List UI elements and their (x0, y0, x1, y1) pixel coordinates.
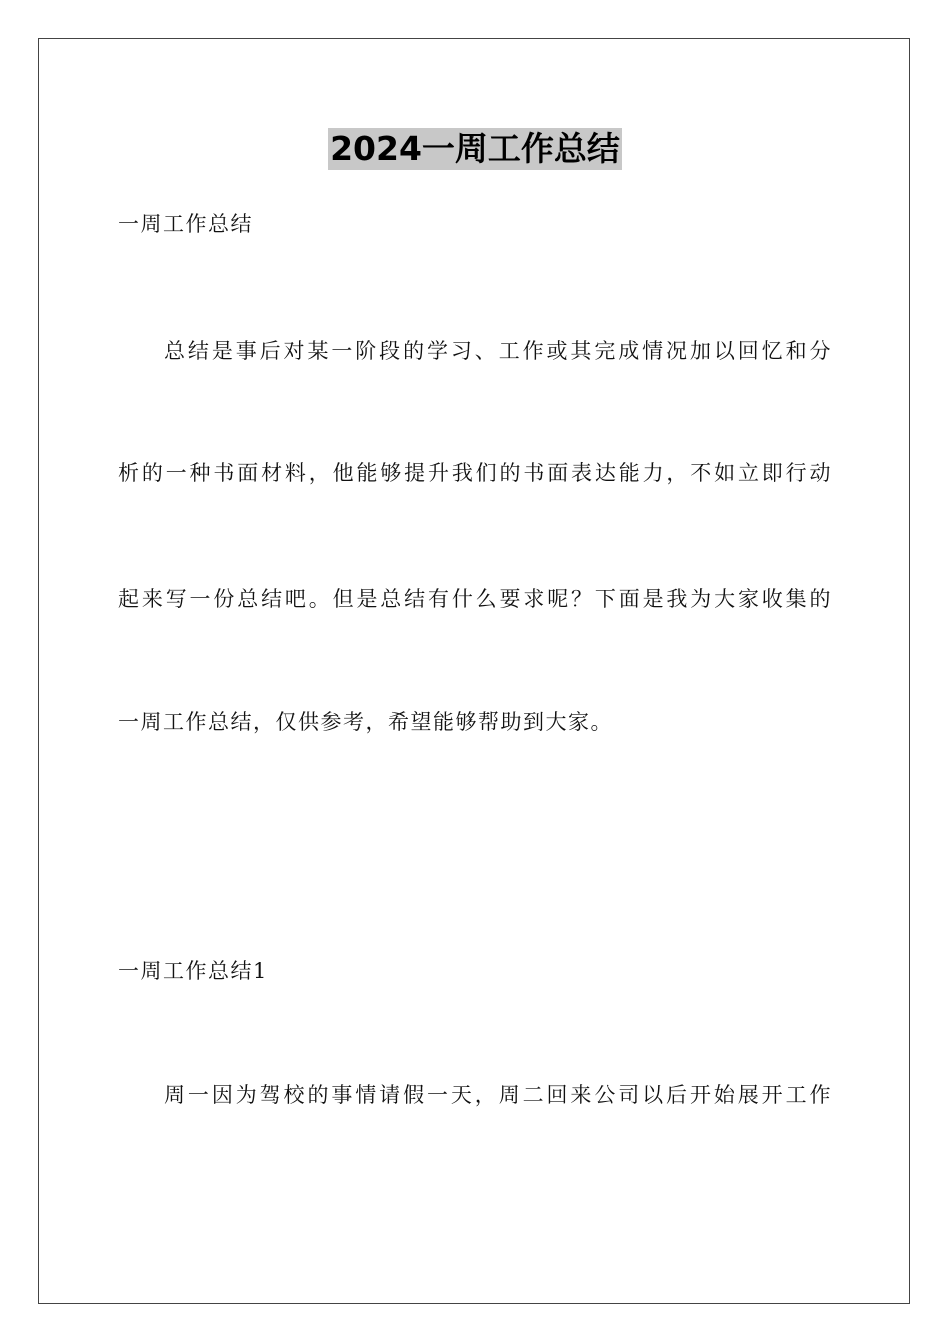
section-paragraph-line: 周一因为驾校的事情请假一天，周二回来公司以后开始展开工作 (164, 1083, 832, 1107)
intro-paragraph-line: 起来写一份总结吧。但是总结有什么要求呢？下面是我为大家收集的 (118, 587, 832, 611)
intro-paragraph-line: 析的一种书面材料，他能够提升我们的书面表达能力，不如立即行动 (118, 461, 832, 485)
section-heading: 一周工作总结1 (118, 959, 268, 983)
title-wrapper (0, 128, 950, 170)
intro-paragraph-line: 一周工作总结，仅供参考，希望能够帮助到大家。 (118, 710, 613, 734)
document-title: 2024一周工作总结 (330, 129, 620, 168)
document-subtitle: 一周工作总结 (118, 212, 253, 236)
intro-paragraph-line: 总结是事后对某一阶段的学习、工作或其完成情况加以回忆和分 (164, 339, 832, 363)
